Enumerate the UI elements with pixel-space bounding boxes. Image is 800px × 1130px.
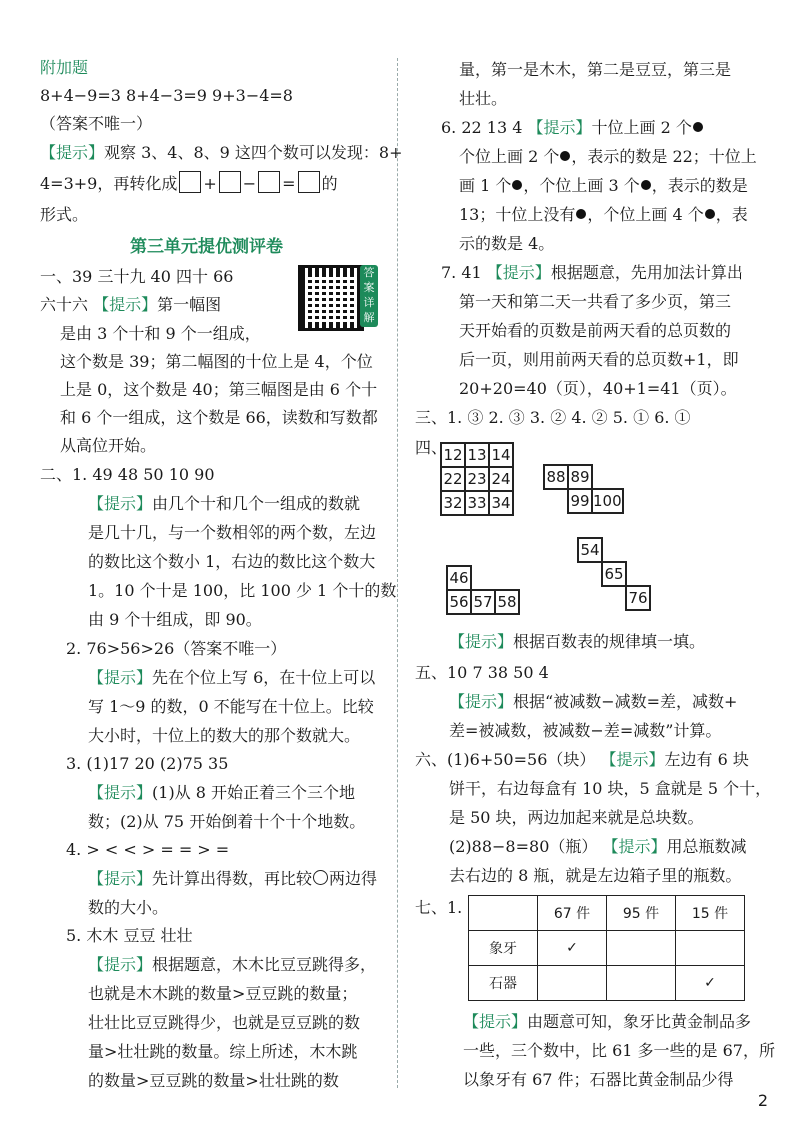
s6r-line3: 是 50 块，两边加起来就是总块数。	[449, 808, 704, 827]
s2-1-answer: 二、1. 49 48 50 10 90	[40, 465, 215, 484]
fujia-line1: 8+4−9=3 8+4−3=9 9+3−4=8	[40, 86, 293, 105]
grid-cell	[555, 538, 578, 562]
s6r-line2: 饼干，右边每盒有 10 块，5 盒就是 5 个十，	[449, 779, 772, 798]
s2-3-hint1	[88, 781, 355, 805]
s2-5-hint3: 壮壮比豆豆跳得少，也就是豆豆跳的数	[88, 1013, 361, 1032]
s6-line4	[459, 203, 748, 227]
s2-3-hint2: 数；(2)从 75 开始倒着十个十个地数。	[88, 812, 366, 831]
hint-text: ，表示的数是 22；十位上	[571, 147, 757, 166]
bead-icon	[560, 151, 570, 161]
grid-cell: 57	[471, 590, 495, 614]
grid-cell: 88	[544, 465, 568, 489]
s2-5-hint1	[88, 953, 376, 977]
s2-1-hint1	[88, 492, 360, 516]
hint-text: ，个位上画 4 个	[587, 205, 704, 224]
hint-text: 根据题意，木木比豆豆跳得多，	[152, 955, 377, 974]
s7r-hint1	[463, 1010, 751, 1034]
match-row-label: 石器	[469, 966, 538, 1001]
s6r-line1	[415, 748, 749, 772]
grid-cell: 56	[447, 590, 471, 614]
s7-line2: 第一天和第二天一共看了多少页，第三	[459, 292, 732, 311]
qr-tag: 答案详解	[360, 265, 378, 327]
hint-label: 【提示】	[463, 1012, 528, 1031]
minus-sign: −	[242, 174, 257, 193]
match-header-cell: 15 件	[676, 896, 745, 931]
r-line1: 量，第一是木木，第二是豆豆，第三是	[459, 60, 732, 79]
s5-answers: 五、10 7 38 50 4	[415, 663, 549, 682]
bead-icon	[693, 122, 703, 132]
s2-3-answer: 3. (1)17 20 (2)75 35	[66, 754, 229, 773]
hint-text: 十位上画 2 个	[591, 118, 692, 137]
s2-2-answer: 2. 76>56>26（答案不唯一）	[66, 639, 287, 658]
s1-line1: 一、39 三十九 40 四十 66	[40, 267, 234, 286]
grid-cell: 58	[495, 590, 519, 614]
s7-line5: 20+20=40（页），40+1=41（页）。	[459, 379, 737, 398]
circle-blank-icon	[313, 870, 328, 885]
s2-5-hint5: 的数量>豆豆跳的数量>壮壮跳的数	[88, 1071, 339, 1090]
grid-cell	[555, 562, 578, 586]
grid-cell	[602, 538, 626, 562]
hint-label: 【提示】	[88, 869, 153, 888]
hint-text: 根据百数表的规律填一填。	[513, 632, 706, 651]
fujia-hint-text3: 的	[321, 174, 338, 193]
s2-2-hint1	[88, 666, 375, 690]
r-line2: 壮壮。	[459, 89, 508, 108]
s6r-line5: 去右边的 8 瓶，就是左边箱子里的瓶数。	[449, 866, 742, 885]
s2-5-hint2: 也就是木木跳的数量>豆豆跳的数量；	[88, 984, 358, 1003]
page-number: 2	[757, 1091, 768, 1110]
grid-cell	[555, 586, 578, 610]
s6-line3	[459, 174, 748, 198]
hint-label: 【提示】	[93, 295, 158, 314]
s2-2-hint3: 大小时，十位上的数大的那个数就大。	[88, 726, 361, 745]
s7-answer: 7. 41	[441, 263, 487, 282]
fujia-line2: （答案不唯一）	[40, 114, 153, 133]
hint-text: 根据题意，先用加法计算出	[550, 263, 743, 282]
s1-line4: 这个数是 39；第二幅图的十位上是 4，个位	[60, 352, 373, 371]
hint-text: ，表示的数是	[651, 176, 748, 195]
grid-cell	[544, 489, 568, 513]
blank-box	[179, 171, 201, 193]
s2-4-hint1	[88, 867, 377, 891]
grid-cell: 32	[441, 491, 465, 515]
hint-text: 先计算出得数，再比较	[152, 869, 313, 888]
s2-2-hint2: 写 1～9 的数，0 不能写在十位上。比较	[88, 697, 374, 716]
hint-label: 【提示】	[449, 692, 514, 711]
grid-cell: 54	[578, 538, 602, 562]
s5-hint1	[449, 690, 737, 714]
blank-box	[258, 171, 280, 193]
grid-cell	[578, 562, 602, 586]
s3-answers: 三、1. ③ 2. ③ 3. ② 4. ② 5. ① 6. ①	[415, 408, 691, 427]
hint-label: 【提示】	[600, 750, 665, 769]
match-header-cell: 95 件	[607, 896, 676, 931]
s1-line3: 是由 3 个十和 9 个一组成，	[60, 324, 261, 343]
s7r-hint3: 以象牙有 67 件；石器比黄金制品少得	[463, 1070, 734, 1089]
number-grid-1	[440, 442, 514, 516]
s1-text: 第一幅图	[157, 295, 222, 314]
fujia-title: 附加题	[40, 58, 89, 77]
bead-icon	[705, 209, 715, 219]
s6-answer: 6. 22 13 4	[441, 118, 528, 137]
s2-1-hint2: 是几十几，与一个数相邻的两个数，左边	[88, 523, 377, 542]
grid-cell: 24	[489, 467, 513, 491]
s1-line7: 从高位开始。	[60, 436, 157, 455]
hint-label: 【提示】	[40, 143, 105, 162]
bead-icon	[641, 180, 651, 190]
qr-code[interactable]	[298, 265, 364, 331]
s6-line1	[441, 116, 704, 140]
hint-text: 用总瓶数减	[666, 837, 747, 856]
grid-cell: 34	[489, 491, 513, 515]
s2-1-hint5: 由 9 个十组成，即 90。	[88, 610, 262, 629]
match-cell	[607, 931, 676, 966]
grid-cell	[471, 566, 495, 590]
s7r-label: 七、1.	[415, 898, 463, 917]
matching-table	[468, 895, 745, 1001]
bead-icon	[512, 180, 522, 190]
fujia-hint-line2	[40, 171, 338, 196]
s2-5-hint4: 量>壮壮跳的数量。综上所述，木木跳	[88, 1042, 358, 1061]
hint-text: 由几个十和几个一组成的数就	[152, 494, 361, 513]
match-cell	[676, 931, 745, 966]
match-cell	[538, 966, 607, 1001]
grid-cell: 12	[441, 443, 465, 467]
grid-cell: 33	[465, 491, 489, 515]
s2-4-answer: 4. > < < > = = > =	[66, 840, 230, 859]
s2-4-hint2: 数的大小。	[88, 898, 169, 917]
s1-text: 六十六	[40, 295, 94, 314]
equals-sign: =	[282, 174, 296, 193]
hint-text: 先在个位上写 6，在十位上可以	[152, 668, 376, 687]
hint-label: 【提示】	[88, 668, 153, 687]
grid-cell: 99	[568, 489, 592, 513]
grid-cell: 14	[489, 443, 513, 467]
fujia-hint-text2: 4=3+9，再转化成	[40, 174, 178, 193]
number-grid-2	[543, 464, 624, 514]
s1-line5: 上是 0，这个数是 40；第三幅图是由 6 个十	[60, 380, 378, 399]
match-cell: ✓	[676, 966, 745, 1001]
column-divider	[397, 58, 398, 1088]
hint-text: ，个位上画 3 个	[523, 176, 640, 195]
grid-cell	[578, 586, 602, 610]
match-row-label: 象牙	[469, 931, 538, 966]
grid-cell: 89	[568, 465, 592, 489]
hint-text: 两边得	[329, 869, 378, 888]
grid-cell: 76	[626, 586, 650, 610]
hint-text: 13；十位上没有	[459, 205, 576, 224]
hint-label: 【提示】	[449, 632, 514, 651]
hint-label: 【提示】	[527, 118, 592, 137]
hint-text: (1)从 8 开始正着三个三个地	[152, 783, 356, 802]
blank-box	[219, 171, 241, 193]
hint-label: 【提示】	[88, 783, 153, 802]
s6-line5: 示的数是 4。	[459, 234, 555, 253]
s7-line4: 后一页，则用前两天看的总页数+1，即	[459, 350, 739, 369]
number-grid-3	[555, 537, 651, 611]
number-grid-4	[446, 565, 520, 615]
match-header-cell	[469, 896, 538, 931]
grid-cell	[495, 566, 519, 590]
s2-1-hint4: 1。10 个十是 100，比 100 少 1 个十的数	[88, 581, 397, 600]
hint-label: 【提示】	[486, 263, 551, 282]
hint-text: 根据“被减数−减数=差，减数+	[513, 692, 738, 711]
hint-label: 【提示】	[88, 955, 153, 974]
s2-5-answer: 5. 木木 豆豆 壮壮	[66, 926, 193, 945]
grid-cell: 100	[592, 489, 623, 513]
s6r-answer: 六、(1)6+50=56（块）	[415, 750, 601, 769]
s4-label: 四、	[415, 438, 448, 457]
grid-cell: 22	[441, 467, 465, 491]
s6r-line4	[449, 835, 747, 859]
s6-line2	[459, 145, 757, 169]
hint-text: 个位上画 2 个	[459, 147, 560, 166]
fujia-hint-text1: 观察 3、4、8、9 这四个数可以发现：8+	[104, 143, 403, 162]
grid-cell: 46	[447, 566, 471, 590]
hint-text: ，表	[715, 205, 748, 224]
match-cell: ✓	[538, 931, 607, 966]
grid-cell: 65	[602, 562, 626, 586]
plus-sign: +	[203, 174, 217, 193]
s6r-answer2: (2)88−8=80（瓶）	[449, 837, 603, 856]
hint-label: 【提示】	[602, 837, 667, 856]
s1-line2	[40, 293, 221, 317]
match-header-cell: 67 件	[538, 896, 607, 931]
s4-hint	[449, 630, 705, 654]
s7-line3: 天开始看的页数是前两天看的总页数的	[459, 321, 732, 340]
hint-text: 由题意可知，象牙比黄金制品多	[527, 1012, 752, 1031]
s2-1-hint3: 的数比这个数小 1，右边的数比这个数大	[88, 552, 376, 571]
s7r-hint2: 一些，三个数中，比 61 多一些的是 67，所	[463, 1041, 775, 1060]
s7-line1	[441, 261, 743, 285]
grid-cell: 13	[465, 443, 489, 467]
blank-box	[298, 171, 320, 193]
bead-icon	[576, 209, 586, 219]
qr-pattern	[307, 274, 355, 322]
hint-text: 左边有 6 块	[664, 750, 749, 769]
grid-cell	[592, 465, 623, 489]
s1-line6: 和 6 个一组成，这个数是 66，读数和写数都	[60, 408, 378, 427]
fujia-hint-line1	[40, 141, 403, 165]
match-cell	[607, 966, 676, 1001]
fujia-hint-line3: 形式。	[40, 205, 89, 224]
s5-hint2: 差=被减数，被减数−差=减数”计算。	[449, 721, 722, 740]
hint-text: 画 1 个	[459, 176, 512, 195]
grid-cell: 23	[465, 467, 489, 491]
grid-cell	[602, 586, 626, 610]
unit-title: 第三单元提优测评卷	[130, 237, 283, 257]
hint-label: 【提示】	[88, 494, 153, 513]
